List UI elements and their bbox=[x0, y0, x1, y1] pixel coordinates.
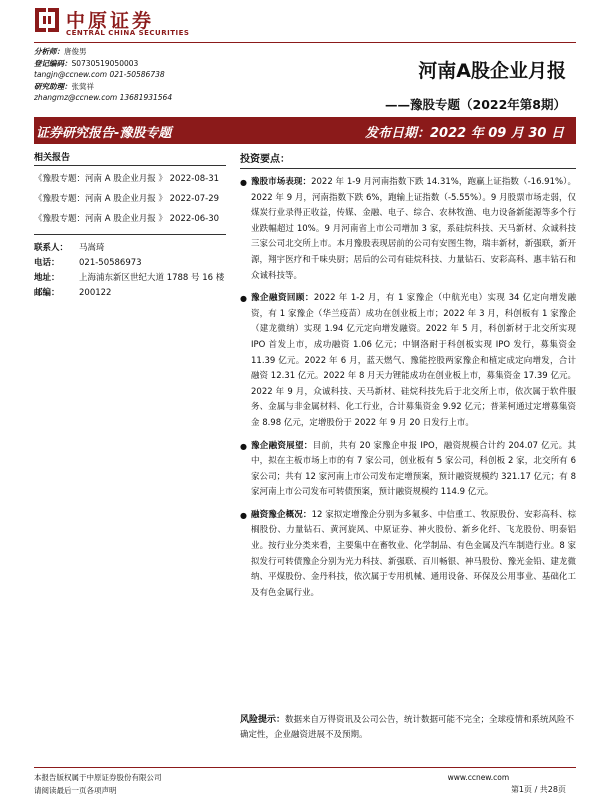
contact-key: 邮编： bbox=[34, 288, 60, 298]
report-category: 证券研究报告-豫股专题 bbox=[36, 126, 172, 141]
related-report-link[interactable]: 《豫股专题：河南 A 股企业月报 》 2022-08-31 bbox=[34, 174, 220, 184]
related-report-link[interactable]: 《豫股专题：河南 A 股企业月报 》 2022-06-30 bbox=[34, 214, 220, 224]
contact-row bbox=[34, 241, 226, 255]
report-banner bbox=[34, 117, 576, 144]
key-points-heading: 投资要点： bbox=[240, 150, 576, 169]
contact-value: 200122 bbox=[79, 288, 112, 298]
report-title: 河南A股企业月报 bbox=[418, 60, 566, 82]
page-number: 第1页 / 共28页 bbox=[510, 785, 566, 794]
risk-label: 风险提示： bbox=[240, 715, 286, 725]
bullet-icon: ● bbox=[240, 441, 247, 451]
footer-notice bbox=[34, 771, 509, 797]
key-point-lead: 豫股市场表现： bbox=[251, 177, 312, 187]
contact-value: 021-50586973 bbox=[79, 258, 142, 268]
report-subtitle: ——豫股专题（2022年第8期） bbox=[385, 97, 566, 112]
contact-row bbox=[34, 256, 226, 270]
copyright-text: 本报告版权属于中原证券股份有限公司 bbox=[34, 773, 162, 782]
bullet-icon: ● bbox=[240, 178, 247, 187]
contact-key: 地址： bbox=[34, 273, 60, 283]
related-reports-heading: 相关报告 bbox=[34, 150, 226, 166]
key-point-text: 2022 年 1-9 月河南指数下跌 14.31%，跑赢上证指数（-16.91%）。2022 年 9 月，河南指数下跌 6%，跑输上证指数（-5.55%）。9 月股票市场走弱，仅煤炭行业录得正收益，传媒、金融、电子、综合、农林牧渔、电力设备新能源等多个行业跌幅超过 10%。9 月河南省上市公司增加 3 家，系硅烷科技、天马新材、众诚科技三家公司北交所上市。本月豫股表现居前的公司有安图生物，瑞丰新材，新强联，新开源，翔宇医疗和千味央厨；居后的公司有硅烷科技、力量钻石、安彩高科、惠丰钻石和众诚科技等。 bbox=[251, 177, 576, 281]
analyst-contact: tangjn@ccnew.com 021-50586738 bbox=[34, 70, 165, 79]
brand-name-cn: 中原证券 bbox=[66, 10, 155, 32]
key-point-text: 目前，共有 20 家豫企申报 IPO，融资规模合计约 204.07 亿元。其中，拟在主板市场上市的有 7 家公司，创业板有 5 家公司，科创板 2 家，北交所有 6 家公司；共有 12 家河南上市公司发布定增预案，预计融资规模约 321.17 亿元；有 8 家河南上市公司发布可转债预案，预计融资规模约 114.9 亿元。 bbox=[251, 440, 576, 498]
sidebar bbox=[34, 150, 226, 301]
risk-warning bbox=[240, 713, 576, 743]
contact-key: 电话： bbox=[34, 258, 60, 268]
bullet-icon: ● bbox=[240, 294, 247, 304]
contact-value: 上海浦东新区世纪大道 1788 号 16 楼 bbox=[79, 273, 225, 283]
brand-name-en: CENTRAL CHINA SECURITIES bbox=[66, 29, 190, 37]
registration-label: 登记编码： bbox=[34, 58, 72, 68]
key-point-item bbox=[240, 439, 576, 501]
header-divider bbox=[34, 42, 576, 43]
analyst-label: 分析师： bbox=[34, 47, 64, 56]
company-logo-icon bbox=[34, 7, 60, 33]
assistant-contact: zhangmz@ccnew.com 13681931564 bbox=[34, 93, 173, 102]
key-point-lead: 豫企融资展望： bbox=[251, 440, 313, 451]
assistant-label: 研究助理： bbox=[34, 81, 72, 91]
contact-value: 马嵩琦 bbox=[79, 243, 105, 253]
main-content bbox=[240, 150, 576, 601]
contact-row bbox=[34, 286, 226, 300]
registration-code: S0730519050003 bbox=[71, 58, 139, 68]
related-report-link[interactable]: 《豫股专题：河南 A 股企业月报 》 2022-07-29 bbox=[34, 194, 220, 204]
bullet-icon: ● bbox=[240, 510, 247, 520]
risk-text: 数据来自万得资讯及公司公告，统计数据可能不完全；全球疫情和系统风险不确定性，企业融资进展不及预期。 bbox=[240, 715, 575, 740]
key-point-text: 12 家拟定增豫企分别为多氟多、中信重工、牧原股份、安彩高科、棕榈股份、力量钻石、黄河旋风、中原证券、神火股份、新乡化纤、飞龙股份、明泰铝业。按行业分类来看，主要集中在畜牧业、化学制品、有色金属及汽车制造行业。8 家拟发行可转债豫企分别为光力科技、新强联、百川畅银、神马股份、豫光金铅、建龙微纳、平煤股份、金丹科技，依次属于专用机械、通用设备、环保及公用事业、基础化工及有色金属行业。 bbox=[251, 509, 576, 598]
analyst-name: 唐俊男 bbox=[64, 47, 87, 56]
key-point-item bbox=[240, 175, 576, 284]
key-point-item bbox=[240, 508, 576, 602]
website-link[interactable]: www.ccnew.com bbox=[447, 773, 510, 782]
footer-divider bbox=[34, 767, 576, 768]
key-point-text: 2022 年 1-2 月，有 1 家豫企（中航光电）实现 34 亿定向增发融资，有 1 家豫企（华兰疫苗）成功在创业板上市；2022 年 3 月，科创板有 1 家豫企（建龙微纳）实现 1.94 亿元定向增发融资。2022 年 5 月，科创新材于北交所实现 IPO 首发上市，成功融资 1.06 亿元；中钢洛耐于科创板实现 IPO 发行，募集资金 11.39 亿元。2022 年 6 月，蓝天燃气、豫能控股两家豫企和植定成定向增发，合计融资 12.31 亿元。2022 年 8 月天力锂能成功在创业板上市，募集资金 17.39 亿元。2022 年 9 月，众诚科技、天马新材、硅烷科技先后于北交所上市，依次属于软件服务、金属与非金属材料、化工行业，合计募集资金 9.92 亿元；普莱柯通过定增募集资金 8.98 亿元，定增股份于 2022 年 9 月 20 日发行上市。 bbox=[251, 293, 576, 428]
contact-row bbox=[34, 271, 226, 285]
analyst-info bbox=[34, 46, 172, 104]
key-point-lead: 豫企融资回顾： bbox=[251, 293, 314, 304]
disclaimer-note: 请阅读最后一页各项声明 bbox=[34, 786, 117, 795]
assistant-name: 张蓂祥 bbox=[71, 81, 94, 91]
contact-block bbox=[34, 234, 226, 300]
key-point-item bbox=[240, 291, 576, 431]
publish-date: 发布日期：2022 年 09 月 30 日 bbox=[365, 126, 564, 141]
key-point-lead: 融资豫企概况： bbox=[251, 509, 312, 520]
contact-key: 联系人： bbox=[34, 243, 69, 253]
